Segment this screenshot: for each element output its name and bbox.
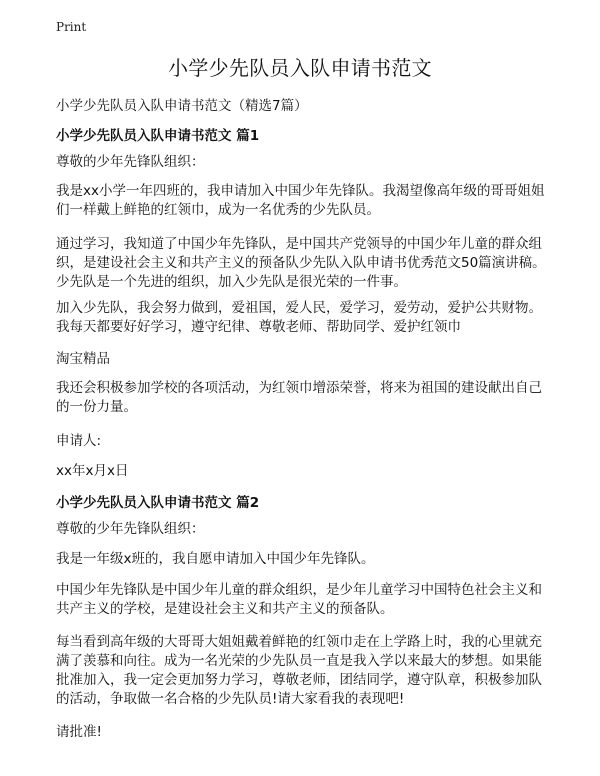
salutation-1: 尊敬的少年先锋队组织：	[56, 154, 205, 170]
date-line: xx年x月x日	[56, 463, 129, 479]
page-title: 小学少先队员入队申请书范文	[168, 56, 432, 80]
print-link[interactable]: Print	[56, 20, 87, 34]
paragraph-2-2: 中国少年先锋队是中国少年儿童的群众组织，是少年儿童学习中国特色社会主义和 共产主义的学校，是建设社会主义和共产主义的预备队。	[56, 582, 542, 617]
closing-line: 请批准!	[56, 724, 102, 740]
section-heading-1: 小学少先队员入队申请书范文 篇1	[56, 128, 260, 144]
applicant-label: 申请人:	[56, 433, 102, 449]
paragraph-2-1: 我是一年级x班的，我自愿申请加入中国少年先锋队。	[56, 551, 375, 567]
paragraph-1-1: 我是xx小学一年四班的，我申请加入中国少年先锋队。我渴望像高年级的哥哥姐姐 们一样戴上鲜艳的红领巾，成为一名优秀的少先队员。	[56, 183, 545, 218]
section-heading-2: 小学少先队员入队申请书范文 篇2	[56, 495, 260, 511]
paragraph-1-3: 加入少先队，我会努力做到，爱祖国，爱人民，爱学习，爱劳动，爱护公共财物。 我每天都要好好学习，遵守纪律、尊敬老师、帮助同学、爱护红领巾	[56, 300, 542, 335]
salutation-2: 尊敬的少年先锋队组织：	[56, 521, 205, 537]
paragraph-1-5: 我还会积极参加学校的各项活动，为红领巾增添荣誉，将来为祖国的建设献出自己 的一份力量。	[56, 380, 542, 415]
paragraph-1-4: 淘宝精品	[56, 351, 110, 367]
document-subtitle: 小学少先队员入队申请书范文（精选7篇）	[56, 98, 308, 114]
paragraph-1-2: 通过学习，我知道了中国少年先锋队，是中国共产党领导的中国少年儿童的群众组 织，是建设社会主义和共产主义的预备队少先队入队申请书优秀范文50篇演讲稿。 少先队是一个先进的组织，加入少先队是很光荣的一件事。	[56, 236, 546, 290]
paragraph-2-3: 每当看到高年级的大哥哥大姐姐戴着鲜艳的红领巾走在上学路上时，我的心里就充 满了羡慕和向往。成为一名光荣的少先队员一直是我入学以来最大的梦想。如果能 批准加入，我一定会更加努力学习，尊敬老师，团结同学，遵守队章，积极参加队 的活动，争取做一名合格的少先队员!请大家看我的表现吧!	[56, 634, 542, 707]
